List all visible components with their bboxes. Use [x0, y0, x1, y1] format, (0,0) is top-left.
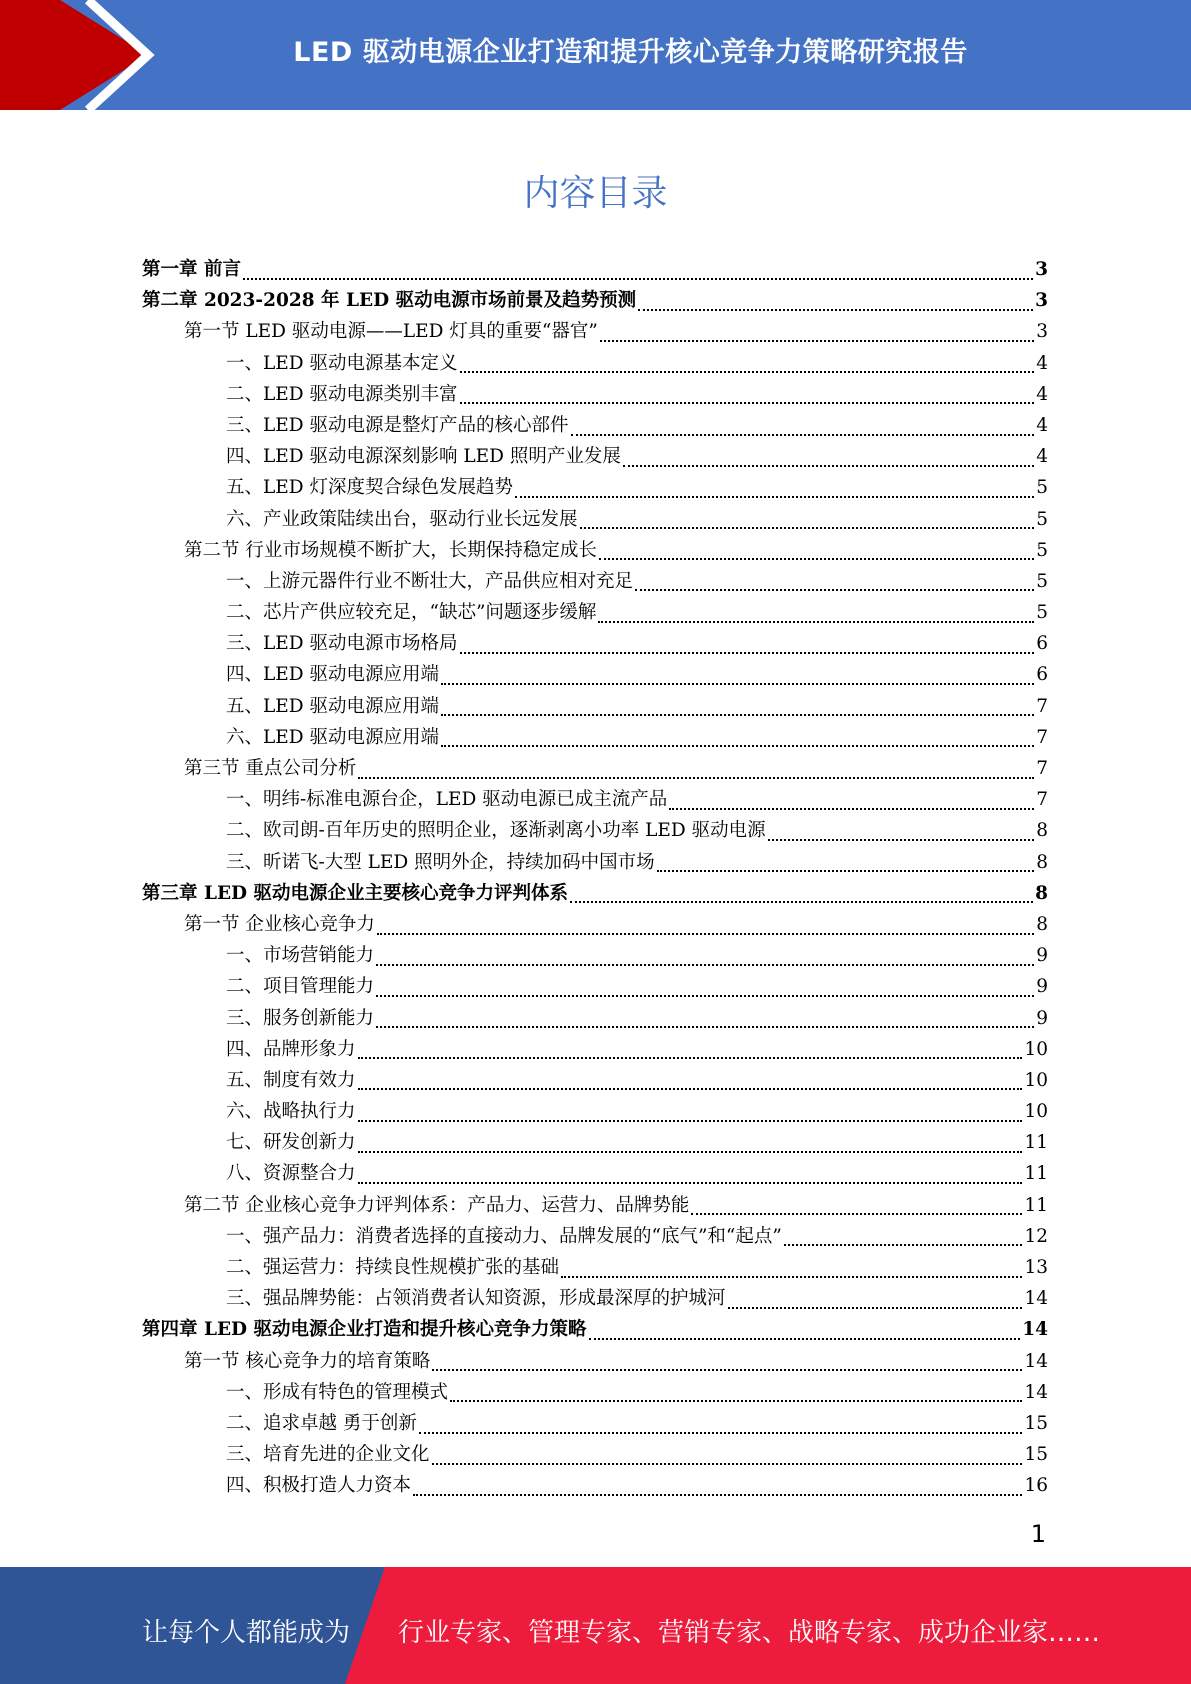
toc-dot-leader — [450, 1400, 1022, 1402]
toc-dot-leader — [376, 995, 1034, 997]
toc-entry-page: 11 — [1024, 1163, 1048, 1185]
toc-entry-title: 第四章 LED 驱动电源企业打造和提升核心竞争力策略 — [142, 1319, 587, 1341]
toc-entry-title: 一、强产品力：消费者选择的直接动力、品牌发展的“底气”和“起点” — [226, 1225, 782, 1247]
toc-entry-page: 8 — [1036, 913, 1048, 935]
toc-entry[interactable] — [142, 1190, 1048, 1221]
toc-dot-leader — [561, 1276, 1022, 1278]
toc-entry-title: 六、LED 驱动电源应用端 — [226, 726, 440, 748]
toc-entry[interactable] — [142, 784, 1048, 815]
toc-dot-leader — [358, 1057, 1023, 1059]
toc-dot-leader — [669, 808, 1034, 810]
header-banner — [0, 0, 1191, 110]
toc-entry[interactable] — [142, 1065, 1048, 1096]
toc-entry-title: 第二节 企业核心竞争力评判体系：产品力、运营力、品牌势能 — [184, 1194, 690, 1216]
toc-entry-title: 二、强运营力：持续良性规模扩张的基础 — [226, 1257, 560, 1278]
toc-entry-title: 三、LED 驱动电源市场格局 — [226, 633, 458, 655]
toc-entry-page: 13 — [1024, 1257, 1048, 1278]
toc-dot-leader — [441, 745, 1034, 747]
toc-entry-page: 8 — [1036, 820, 1048, 842]
toc-entry-page: 3 — [1035, 290, 1048, 312]
toc-dot-leader — [635, 589, 1034, 591]
toc-entry-title: 五、LED 灯深度契合绿色发展趋势 — [226, 477, 514, 499]
toc-entry[interactable] — [142, 285, 1048, 316]
toc-entry-title: 六、战略执行力 — [226, 1101, 356, 1123]
toc-entry[interactable] — [142, 909, 1048, 940]
toc-entry-page: 10 — [1024, 1069, 1048, 1091]
toc-entry-page: 5 — [1036, 602, 1048, 624]
footer-slogan-left: 让每个人都能成为 — [142, 1618, 351, 1648]
toc-entry-title: 五、LED 驱动电源应用端 — [226, 695, 440, 717]
toc-heading: 内容目录 — [523, 173, 668, 214]
toc-entry[interactable] — [142, 472, 1048, 503]
toc-entry-title: 第三章 LED 驱动电源企业主要核心竞争力评判体系 — [142, 882, 569, 904]
toc-entry[interactable] — [142, 1127, 1048, 1158]
toc-entry-page: 5 — [1036, 508, 1048, 530]
footer-slogan-right: 行业专家、管理专家、营销专家、战略专家、成功企业家…… — [398, 1618, 1101, 1648]
toc-entry[interactable] — [142, 410, 1048, 441]
toc-entry-page: 7 — [1036, 695, 1048, 717]
toc-entry-page: 4 — [1036, 383, 1048, 405]
toc-entry-page: 9 — [1036, 1007, 1048, 1029]
toc-entry[interactable] — [142, 691, 1048, 722]
toc-entry-title: 一、市场营销能力 — [226, 945, 375, 967]
toc-dot-leader — [600, 340, 1034, 342]
toc-dot-leader — [460, 652, 1035, 654]
toc-entry[interactable] — [142, 1408, 1048, 1439]
toc-entry-title: 四、LED 驱动电源应用端 — [226, 664, 440, 686]
toc-entry-title: 三、服务创新能力 — [226, 1007, 375, 1029]
toc-entry-title: 三、强品牌势能：占领消费者认知资源，形成最深厚的护城河 — [226, 1288, 726, 1310]
toc-entry-title: 第一节 核心竞争力的培育策略 — [184, 1350, 431, 1372]
toc-entry[interactable] — [142, 1470, 1048, 1501]
toc-dot-leader — [570, 901, 1033, 903]
toc-entry-page: 11 — [1024, 1194, 1048, 1216]
toc-entry-title: 第一节 LED 驱动电源——LED 灯具的重要“器官” — [184, 321, 598, 343]
table-of-contents — [142, 254, 1048, 1502]
toc-entry[interactable] — [142, 441, 1048, 472]
toc-dot-leader — [376, 964, 1034, 966]
toc-dot-leader — [460, 402, 1035, 404]
toc-dot-leader — [599, 558, 1034, 560]
toc-dot-leader — [358, 777, 1034, 779]
toc-entry[interactable] — [142, 753, 1048, 784]
toc-dot-leader — [358, 1151, 1023, 1153]
toc-dot-leader — [376, 1026, 1034, 1028]
toc-entry[interactable] — [142, 1283, 1048, 1314]
toc-entry-page: 16 — [1024, 1475, 1048, 1497]
toc-dot-leader — [768, 839, 1035, 841]
toc-entry-title: 四、品牌形象力 — [226, 1038, 356, 1060]
toc-entry[interactable] — [142, 659, 1048, 690]
toc-entry[interactable] — [142, 379, 1048, 410]
toc-entry-page: 15 — [1024, 1444, 1048, 1466]
toc-dot-leader — [413, 1494, 1022, 1496]
toc-entry-page: 4 — [1036, 414, 1048, 436]
toc-entry[interactable] — [142, 1346, 1048, 1377]
toc-entry-page: 7 — [1036, 789, 1048, 811]
toc-dot-leader — [358, 1182, 1023, 1184]
toc-entry-title: 二、项目管理能力 — [226, 976, 375, 998]
toc-entry[interactable] — [142, 940, 1048, 971]
toc-entry[interactable] — [142, 628, 1048, 659]
toc-entry[interactable] — [142, 971, 1048, 1002]
toc-entry[interactable] — [142, 847, 1048, 878]
toc-entry-page: 9 — [1036, 945, 1048, 967]
toc-dot-leader — [691, 1213, 1022, 1215]
footer-banner — [0, 1567, 1191, 1684]
toc-entry-page: 10 — [1024, 1038, 1048, 1060]
toc-dot-leader — [432, 1369, 1022, 1371]
toc-entry-title: 第二节 行业市场规模不断扩大，长期保持稳定成长 — [184, 539, 597, 561]
toc-dot-leader — [377, 933, 1034, 935]
toc-entry-page: 6 — [1036, 664, 1048, 686]
toc-entry-page: 7 — [1036, 758, 1048, 779]
toc-entry-page: 14 — [1024, 1288, 1048, 1310]
toc-entry-title: 四、积极打造人力资本 — [226, 1475, 412, 1497]
toc-dot-leader — [589, 1338, 1021, 1340]
toc-dot-leader — [432, 1463, 1023, 1465]
toc-entry[interactable] — [142, 566, 1048, 597]
toc-entry-title: 二、追求卓越 勇于创新 — [226, 1412, 417, 1434]
toc-dot-leader — [441, 683, 1034, 685]
toc-entry[interactable] — [142, 535, 1048, 566]
toc-dot-leader — [598, 621, 1034, 623]
toc-dot-leader — [623, 465, 1034, 467]
toc-entry-page: 10 — [1024, 1101, 1048, 1123]
toc-entry-title: 一、LED 驱动电源基本定义 — [226, 352, 458, 374]
toc-entry[interactable] — [142, 1221, 1048, 1252]
toc-entry-title: 六、产业政策陆续出台，驱动行业长远发展 — [226, 508, 578, 530]
toc-entry-page: 14 — [1024, 1381, 1048, 1403]
toc-entry-page: 9 — [1036, 976, 1048, 998]
toc-entry[interactable] — [142, 504, 1048, 535]
toc-dot-leader — [419, 1432, 1023, 1434]
toc-entry-title: 二、欧司朗-百年历史的照明企业，逐渐剥离小功率 LED 驱动电源 — [226, 820, 766, 842]
toc-entry[interactable] — [142, 1377, 1048, 1408]
toc-entry-title: 第三节 重点公司分析 — [184, 758, 357, 779]
toc-entry-page: 3 — [1035, 259, 1048, 280]
toc-entry-title: 二、芯片产供应较充足，“缺芯”问题逐步缓解 — [226, 602, 597, 624]
toc-entry-page: 6 — [1036, 633, 1048, 655]
toc-entry[interactable] — [142, 1314, 1048, 1345]
toc-dot-leader — [441, 714, 1034, 716]
page-number: 1 — [1030, 1520, 1046, 1548]
toc-dot-leader — [243, 278, 1033, 280]
toc-entry[interactable] — [142, 1003, 1048, 1034]
toc-entry-page: 5 — [1036, 539, 1048, 561]
toc-entry-title: 一、上游元器件行业不断壮大，产品供应相对充足 — [226, 570, 634, 592]
toc-entry-title: 四、LED 驱动电源深刻影响 LED 照明产业发展 — [226, 446, 621, 468]
toc-entry-page: 3 — [1036, 321, 1048, 343]
toc-dot-leader — [728, 1307, 1023, 1309]
toc-entry-page: 5 — [1036, 570, 1048, 592]
toc-entry[interactable] — [142, 878, 1048, 909]
toc-entry-title: 三、LED 驱动电源是整灯产品的核心部件 — [226, 414, 569, 436]
toc-entry-page: 11 — [1024, 1132, 1048, 1154]
toc-entry[interactable] — [142, 1439, 1048, 1470]
report-title: LED 驱动电源企业打造和提升核心竞争力策略研究报告 — [293, 37, 968, 68]
toc-entry-title: 二、LED 驱动电源类别丰富 — [226, 383, 458, 405]
toc-entry-title: 一、明纬-标准电源台企，LED 驱动电源已成主流产品 — [226, 789, 668, 811]
toc-entry-page: 4 — [1036, 352, 1048, 374]
toc-entry-page: 5 — [1036, 477, 1048, 499]
toc-entry[interactable] — [142, 815, 1048, 846]
toc-entry-page: 4 — [1036, 446, 1048, 468]
toc-entry[interactable] — [142, 348, 1048, 379]
toc-dot-leader — [784, 1244, 1023, 1246]
toc-dot-leader — [358, 1088, 1023, 1090]
toc-entry-page: 12 — [1024, 1225, 1048, 1247]
toc-entry-page: 15 — [1024, 1412, 1048, 1434]
toc-dot-leader — [515, 496, 1034, 498]
toc-entry-title: 三、昕诺飞-大型 LED 照明外企，持续加码中国市场 — [226, 851, 655, 873]
toc-entry[interactable] — [142, 1158, 1048, 1189]
toc-entry-title: 八、资源整合力 — [226, 1163, 356, 1185]
toc-entry-title: 第二章 2023-2028 年 LED 驱动电源市场前景及趋势预测 — [142, 290, 637, 312]
toc-entry-page: 7 — [1036, 726, 1048, 748]
toc-dot-leader — [460, 371, 1035, 373]
toc-entry-title: 七、研发创新力 — [226, 1132, 356, 1154]
toc-entry-title: 一、形成有特色的管理模式 — [226, 1381, 449, 1403]
toc-entry[interactable] — [142, 1034, 1048, 1065]
toc-dot-leader — [571, 434, 1035, 436]
toc-entry[interactable] — [142, 1252, 1048, 1283]
toc-entry[interactable] — [142, 1096, 1048, 1127]
toc-dot-leader — [657, 870, 1035, 872]
toc-entry[interactable] — [142, 254, 1048, 285]
toc-entry-title: 第一节 企业核心竞争力 — [184, 913, 375, 935]
toc-entry-page: 8 — [1036, 851, 1048, 873]
toc-entry-title: 五、制度有效力 — [226, 1069, 356, 1091]
toc-entry-page: 14 — [1024, 1350, 1048, 1372]
toc-dot-leader — [358, 1120, 1023, 1122]
toc-entry-page: 8 — [1035, 882, 1048, 904]
toc-entry[interactable] — [142, 316, 1048, 347]
toc-entry-page: 14 — [1022, 1319, 1048, 1341]
toc-entry[interactable] — [142, 722, 1048, 753]
toc-dot-leader — [638, 309, 1033, 311]
toc-entry-title: 三、培育先进的企业文化 — [226, 1444, 430, 1466]
toc-dot-leader — [580, 527, 1035, 529]
toc-entry-title: 第一章 前言 — [142, 259, 241, 280]
toc-entry[interactable] — [142, 597, 1048, 628]
